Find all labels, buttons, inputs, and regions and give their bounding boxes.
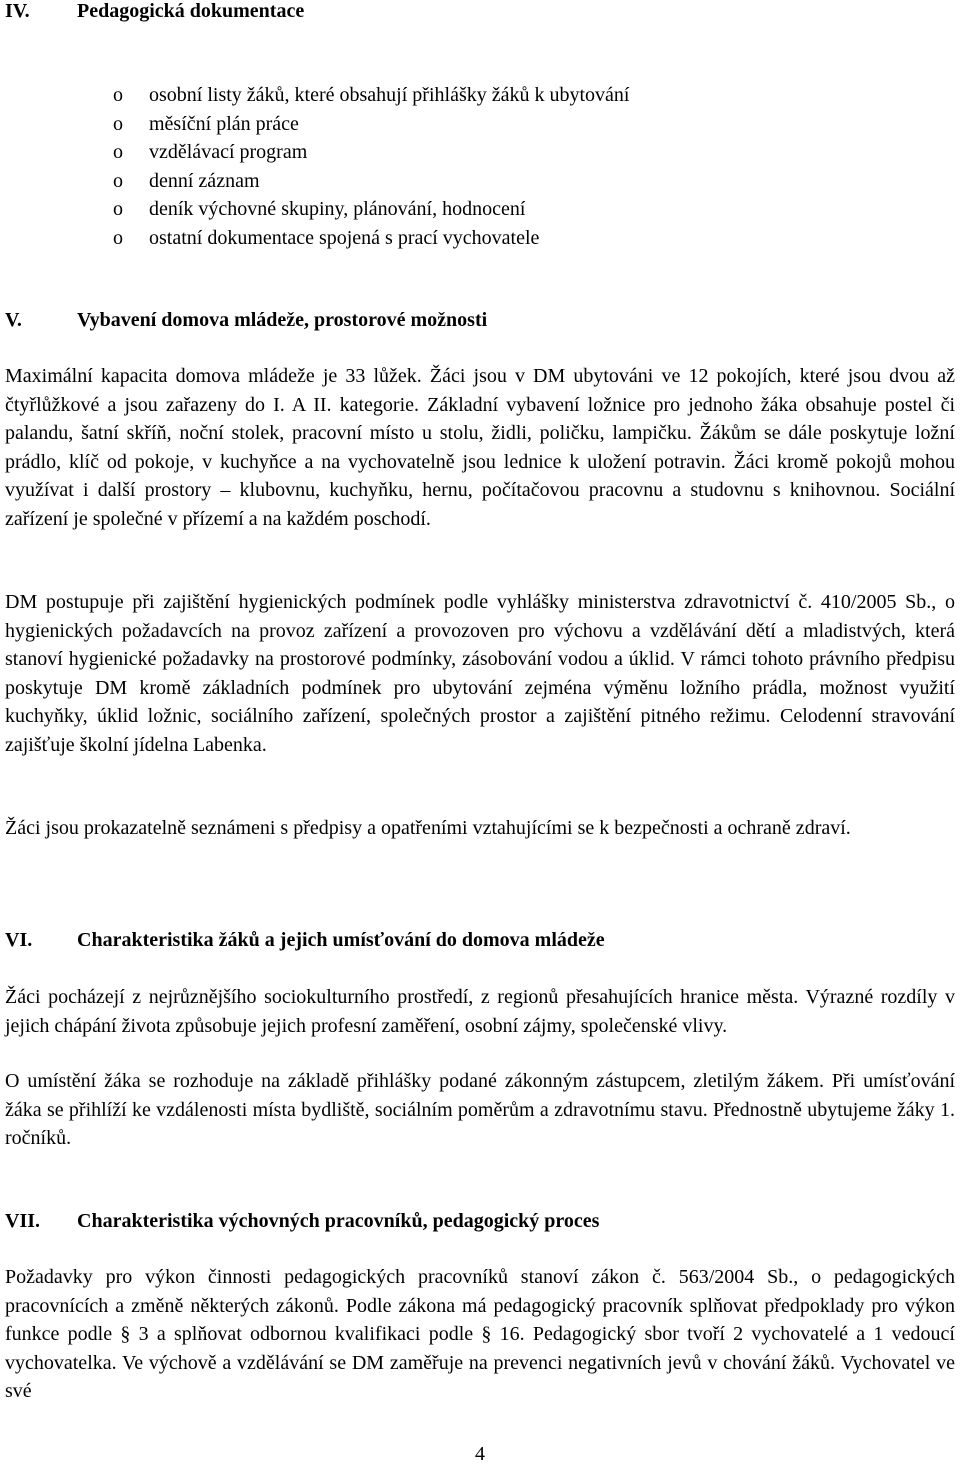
section-number: IV. [5, 0, 30, 22]
bullet-icon: o [113, 226, 123, 249]
paragraph: Žáci jsou prokazatelně seznámeni s předpisy a opatřeními vztahujícími se k bezpečnosti a ochraně zdraví. [5, 817, 851, 839]
section-heading-iv [5, 0, 304, 26]
list-item: o denní záznam [113, 167, 629, 196]
section-number: VI. [5, 929, 33, 951]
list-item: o měsíční plán práce [113, 110, 629, 139]
section-number: V. [5, 309, 22, 331]
documentation-list [113, 81, 629, 252]
paragraph: Žáci pocházejí z nejrůznějšího sociokulturního prostředí, z regionů přesahujících hranice města. Výrazné rozdíly v jejich chápání života způsobuje jejich profesní zaměření, osobní zájmy, společenské vlivy. [5, 986, 955, 1037]
paragraph: Maximální kapacita domova mládeže je 33 lůžek. Žáci jsou v DM ubytováni ve 12 pokojích, které jsou dvou až čtyřlůžkové a jsou zařazeny do I. A II. kategorie. Základní vybavení ložnice pro jednoho žáka obsahuje postel či palandu, šatní skříň, noční stolek, pracovní místo u stolu, židli, poličku, lampičku. Žákům se dále poskytuje ložní prádlo, klíč od pokoje, v kuchyňce a na vychovatelně jsou lednice k uložení potravin. Žáci kromě pokojů mohou využívat i další prostory – klubovnu, kuchyňku, hernu, počítačovou pracovnu a studovnu s knihovnou. Sociální zařízení je společné v přízemí a na každém poschodí. [5, 365, 955, 530]
section-title: Vybavení domova mládeže, prostorové možnosti [77, 309, 488, 331]
bullet-icon: o [113, 169, 123, 192]
section-title: Pedagogická dokumentace [77, 0, 305, 22]
page-number: 4 [475, 1443, 485, 1465]
section-heading-vi [5, 926, 605, 955]
paragraph: DM postupuje při zajištění hygienických podmínek podle vyhlášky ministerstva zdravotnictví č. 410/2005 Sb., o hygienických požadavcích na provoz zařízení a provozoven pro výchovu a vzdělávání dětí a mladistvých, která stanoví hygienické požadavky na prostorové podmínky, zásobování vodou a úklid. V rámci tohoto právního předpisu poskytuje DM kromě základních podmínek pro ubytování zejména výměnu ložního prádla, možnost využití kuchyňky, úklid ložnic, sociálního zařízení, společných prostor a zajištění pitného režimu. Celodenní stravování zajišťuje školní jídelna Labenka. [5, 591, 955, 756]
list-item: o ostatní dokumentace spojená s prací vychovatele [113, 224, 629, 253]
bullet-icon: o [113, 141, 123, 163]
bullet-icon: o [113, 84, 123, 106]
bullet-icon: o [113, 198, 123, 220]
section-heading-vii [5, 1207, 599, 1236]
paragraph: O umístění žáka se rozhoduje na základě přihlášky podané zákonným zástupcem, zletilým žákem. Při umísťování žáka se přihlíží ke vzdálenosti místa bydliště, sociálním poměrům a zdravotnímu stavu. Přednostně ubytujeme žáky 1. ročníků. [5, 1070, 955, 1149]
section-title: Charakteristika žáků a jejich umísťování do domova mládeže [77, 929, 605, 951]
list-item: o osobní listy žáků, které obsahují přihlášky žáků k ubytování [113, 81, 629, 110]
list-item: o deník výchovné skupiny, plánování, hodnocení [113, 195, 629, 224]
section-title: Charakteristika výchovných pracovníků, pedagogický proces [77, 1210, 600, 1232]
section-heading-v [5, 306, 487, 335]
paragraph: Požadavky pro výkon činnosti pedagogických pracovníků stanoví zákon č. 563/2004 Sb., o pedagogických pracovnících a změně některých zákonů. Podle zákona má pedagogický pracovník splňovat předpoklady pro výkon funkce podle § 3 a splňovat odbornou kvalifikaci podle § 16. Pedagogický sbor tvoří 2 vychovatelé a 1 vedoucí vychovatelka. Ve výchově a vzdělávání se DM zaměřuje na prevenci negativních jevů v chování žáků. Vychovatel ve své [5, 1266, 955, 1402]
list-item: o vzdělávací program [113, 138, 629, 167]
bullet-icon: o [113, 112, 123, 135]
section-number: VII. [5, 1210, 41, 1232]
